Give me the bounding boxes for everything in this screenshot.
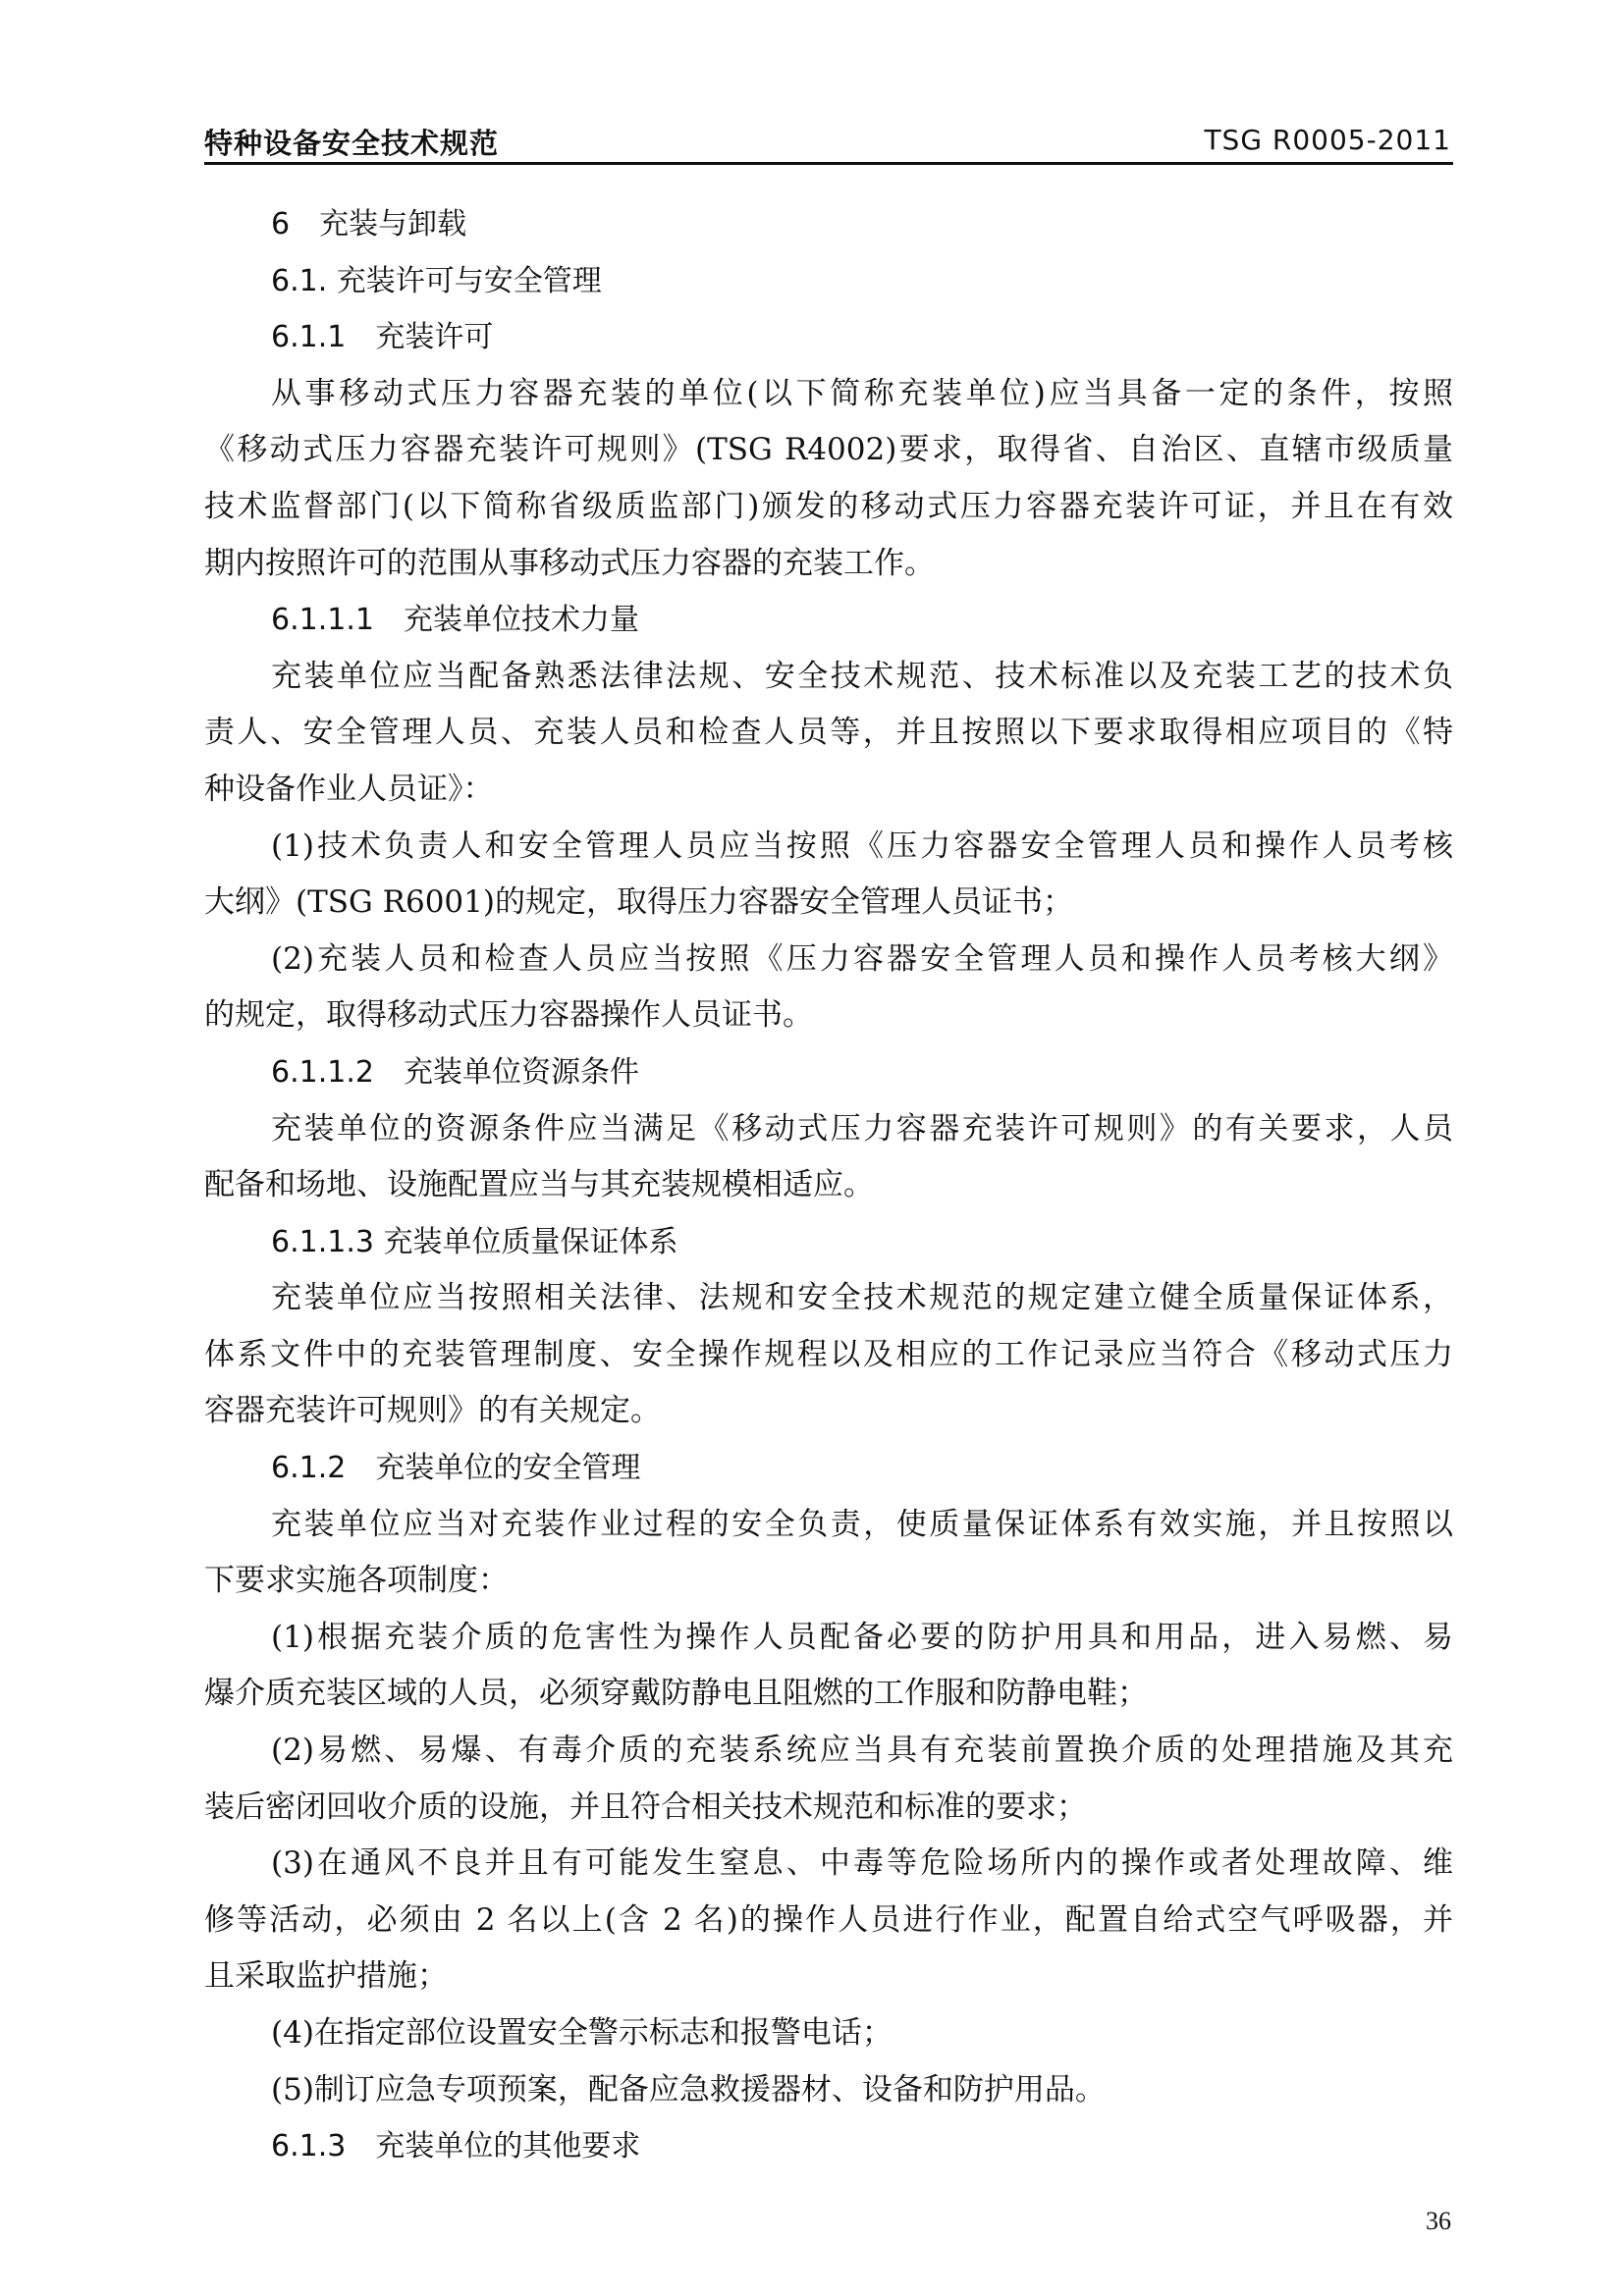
paragraph-line: 充装单位应当按照相关法律、法规和安全技术规范的规定建立健全质量保证体系， <box>271 1280 1453 1316</box>
paragraph-line: 种设备作业人员证》： <box>204 771 494 807</box>
paragraph-line: (3)在通风不良并且有可能发生窒息、中毒等危险场所内的操作或者处理故障、维 <box>271 1845 1453 1882</box>
paragraph-line: 容器充装许可规则》的有关规定。 <box>204 1393 661 1429</box>
paragraph-line: 爆介质充装区域的人员，必须穿戴防静电且阻燃的工作服和防静电鞋； <box>204 1676 1148 1712</box>
section-heading: 6 充装与卸载 <box>271 207 467 241</box>
paragraph-line: 技术监督部门(以下简称省级质监部门)颁发的移动式压力容器充装许可证，并且在有效 <box>204 488 1453 524</box>
paragraph-line: (2)易燃、易爆、有毒介质的充装系统应当具有充装前置换介质的处理措施及其充 <box>271 1733 1453 1769</box>
running-header-standard-code: TSG R0005-2011 <box>1204 124 1451 156</box>
paragraph-line: 充装单位应当配备熟悉法律法规、安全技术规范、技术标准以及充装工艺的技术负 <box>271 658 1453 694</box>
section-heading: 6.1.1.1 充装单位技术力量 <box>271 603 639 638</box>
document-body <box>204 196 1453 2175</box>
section-heading: 6.1. 充装许可与安全管理 <box>271 263 602 298</box>
paragraph-line: 修等活动，必须由 2 名以上(含 2 名)的操作人员进行作业，配置自给式空气呼吸器，并 <box>204 1901 1453 1938</box>
section-heading: 6.1.2 充装单位的安全管理 <box>271 1451 641 1486</box>
section-heading: 6.1.1.2 充装单位资源条件 <box>271 1054 639 1090</box>
paragraph-line: 的规定，取得移动式压力容器操作人员证书。 <box>204 997 813 1034</box>
header-divider <box>204 162 1453 165</box>
paragraph-line: 充装单位应当对充装作业过程的安全负责，使质量保证体系有效实施，并且按照以 <box>271 1506 1453 1542</box>
paragraph-line: 充装单位的资源条件应当满足《移动式压力容器充装许可规则》的有关要求，人员 <box>271 1110 1453 1147</box>
paragraph-line: 且采取监护措施； <box>204 1958 448 1995</box>
paragraph-line: (2)充装人员和检查人员应当按照《压力容器安全管理人员和操作人员考核大纲》 <box>271 940 1453 977</box>
paragraph-line: 《移动式压力容器充装许可规则》(TSG R4002)要求，取得省、自治区、直辖市级质量 <box>204 432 1453 468</box>
paragraph-line: 下要求实施各项制度： <box>204 1563 509 1599</box>
running-header-title: 特种设备安全技术规范 <box>204 127 500 160</box>
section-heading: 6.1.1.3 充装单位质量保证体系 <box>271 1224 678 1259</box>
paragraph-line: 装后密闭回收介质的设施，并且符合相关技术规范和标准的要求； <box>204 1789 1087 1825</box>
paragraph-line: (1)根据充装介质的危害性为操作人员配备必要的防护用具和用品，进入易燃、易 <box>271 1619 1453 1655</box>
paragraph-line: 期内按照许可的范围从事移动式压力容器的充装工作。 <box>204 545 935 581</box>
paragraph-line: 配备和场地、设施配置应当与其充装规模相适应。 <box>204 1167 874 1203</box>
paragraph-line: 从事移动式压力容器充装的单位(以下简称充装单位)应当具备一定的条件，按照 <box>271 375 1453 411</box>
section-heading: 6.1.1 充装许可 <box>271 320 494 355</box>
paragraph-line: 责人、安全管理人员、充装人员和检查人员等，并且按照以下要求取得相应项目的《特 <box>204 715 1453 751</box>
paragraph-line: (4)在指定部位设置安全警示标志和报警电话； <box>271 2015 893 2051</box>
paragraph-line: 大纲》(TSG R6001)的规定，取得压力容器安全管理人员证书； <box>204 884 1073 921</box>
paragraph-line: (1)技术负责人和安全管理人员应当按照《压力容器安全管理人员和操作人员考核 <box>271 828 1453 864</box>
page-number: 36 <box>1426 2207 1451 2235</box>
section-heading: 6.1.3 充装单位的其他要求 <box>271 2129 641 2164</box>
paragraph-line: 体系文件中的充装管理制度、安全操作规程以及相应的工作记录应当符合《移动式压力 <box>204 1336 1453 1372</box>
paragraph-line: (5)制订应急专项预案，配备应急救援器材、设备和防护用品。 <box>271 2071 1106 2108</box>
